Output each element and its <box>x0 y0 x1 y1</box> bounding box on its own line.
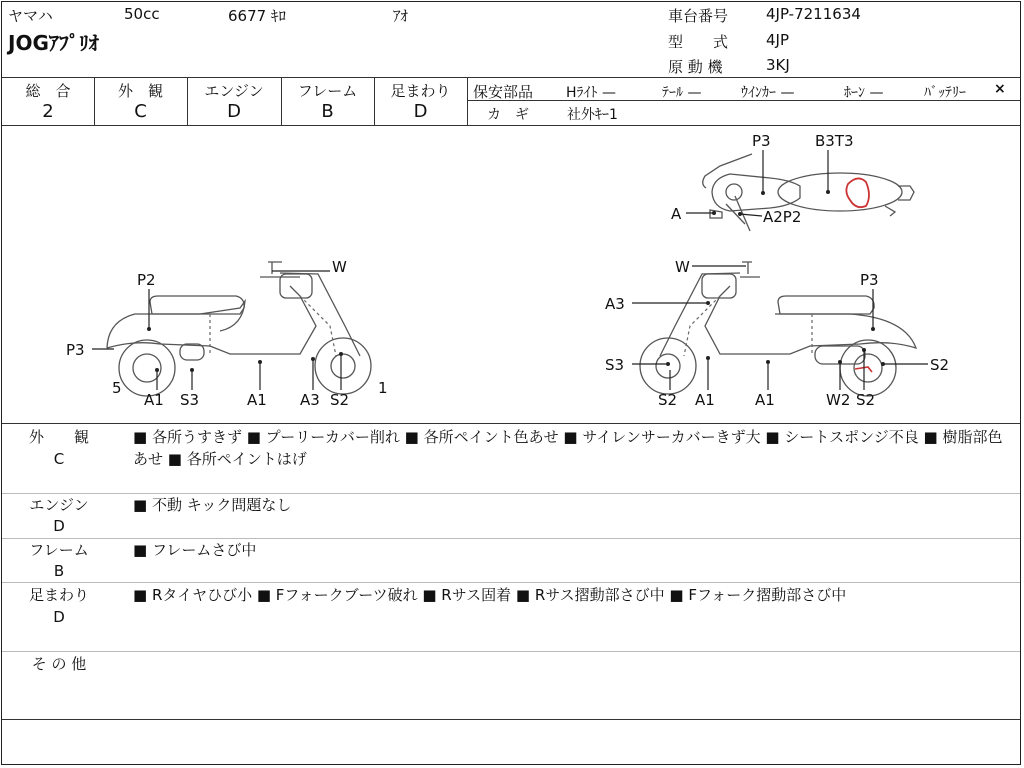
note-engine-text: ■ 不動 キック問題なし <box>133 496 292 514</box>
right-labels <box>605 258 949 409</box>
note-exterior-text: ■ 各所うすきず ■ プーリーカバー削れ ■ 各所ペイント色あせ ■ サイレンサーカバーきず大 ■ シートスポンジ不良 ■ 樹脂部色あせ ■ 各所ペイントはげ <box>133 428 1003 468</box>
grade-exterior-label: 外 観 <box>117 82 163 100</box>
color: ｱｵ <box>393 7 409 25</box>
safety-tail: ﾃｰﾙ — <box>662 85 702 101</box>
mileage: 6677 ｷﾛ <box>228 7 286 25</box>
divider <box>2 651 1020 652</box>
maker: ヤマハ <box>8 7 53 25</box>
grade-frame-label: フレーム <box>297 82 358 100</box>
label-s2c-right: S2 <box>930 356 950 374</box>
divider <box>2 719 1020 720</box>
key-value: 社外ｷｰ1 <box>567 107 618 123</box>
engine-value: 3KJ <box>766 56 790 74</box>
top-labels <box>671 132 854 226</box>
note-suspension-grade: D <box>53 608 65 626</box>
grade-suspension-label: 足まわり <box>390 82 451 100</box>
note-engine-category: エンジン <box>29 496 89 514</box>
type-label: 型 式 <box>668 33 729 51</box>
divider <box>2 77 1020 78</box>
safety-battery: ﾊﾞｯﾃﾘｰ <box>924 85 966 101</box>
grade-overall-value: 2 <box>42 101 54 122</box>
divider <box>2 582 1020 583</box>
note-suspension-category: 足まわり <box>28 586 89 604</box>
label-a3-left: A3 <box>300 391 320 409</box>
grade-exterior-value: C <box>134 101 147 122</box>
grade-overall-label: 総 合 <box>25 82 71 100</box>
divider <box>2 423 1020 424</box>
label-w-left: W <box>332 258 347 276</box>
note-exterior-grade: C <box>53 450 65 468</box>
divider <box>467 77 468 125</box>
label-p3-left: P3 <box>66 341 85 359</box>
label-1-left: 1 <box>378 379 388 397</box>
note-frame-category: フレーム <box>29 541 89 559</box>
note-exterior-category: 外 観 <box>28 428 89 446</box>
note-frame-text: ■ フレームさび中 <box>133 541 257 559</box>
engine-label: 原 動 機 <box>668 58 723 76</box>
grade-frame-value: B <box>321 101 334 122</box>
battery-mark: × <box>994 81 1006 97</box>
label-p3-top: P3 <box>752 132 771 150</box>
grade-suspension-value: D <box>413 101 428 122</box>
note-suspension-text: ■ Rタイヤひび小 ■ Fフォークブーツ破れ ■ Rサス固着 ■ Rサス摺動部さび中 ■ Fフォーク摺動部さび中 <box>133 586 847 604</box>
label-a1b-right: A1 <box>755 391 775 409</box>
label-s2-left: S2 <box>330 391 350 409</box>
label-s2b-right: S2 <box>856 391 876 409</box>
label-s2-right: S2 <box>658 391 678 409</box>
label-5-left: 5 <box>112 379 122 397</box>
label-a-top: A <box>671 205 682 223</box>
label-p2-left: P2 <box>137 271 156 289</box>
damage-diagram <box>0 126 1024 424</box>
model-name: JOGｱﾌﾟﾘｵ <box>8 31 99 55</box>
note-engine-grade: D <box>53 517 65 535</box>
safety-winker: ｳｲﾝｶｰ — <box>741 85 795 101</box>
safety-horn: ﾎｰﾝ — <box>844 85 884 101</box>
label-b3t3-top: B3T3 <box>815 132 854 150</box>
key-label: カ ギ <box>487 107 529 123</box>
left-labels <box>66 258 388 409</box>
grade-engine-label: エンジン <box>204 82 264 100</box>
label-a2p2-top: A2P2 <box>763 208 802 226</box>
label-a1-right: A1 <box>695 391 715 409</box>
displacement: 50cc <box>124 5 160 23</box>
label-s3-right: S3 <box>605 356 625 374</box>
frame-no: 4JP-7211634 <box>766 5 861 23</box>
frame-no-label: 車台番号 <box>668 7 729 25</box>
label-a1-left: A1 <box>144 391 164 409</box>
safety-label: 保安部品 <box>473 83 534 101</box>
label-p3-right: P3 <box>860 271 879 289</box>
grade-engine-value: D <box>227 101 241 122</box>
type-value: 4JP <box>766 31 790 49</box>
label-a3-right: A3 <box>605 295 625 313</box>
label-a1b-left: A1 <box>247 391 267 409</box>
scooter-top-view <box>703 154 914 231</box>
label-w2-right: W2 <box>826 391 851 409</box>
label-s3-left: S3 <box>180 391 200 409</box>
safety-headlight: Hﾗｲﾄ — <box>566 85 616 101</box>
label-w-right: W <box>675 258 690 276</box>
note-frame-grade: B <box>53 562 65 580</box>
note-other-category: そ の 他 <box>31 655 87 673</box>
